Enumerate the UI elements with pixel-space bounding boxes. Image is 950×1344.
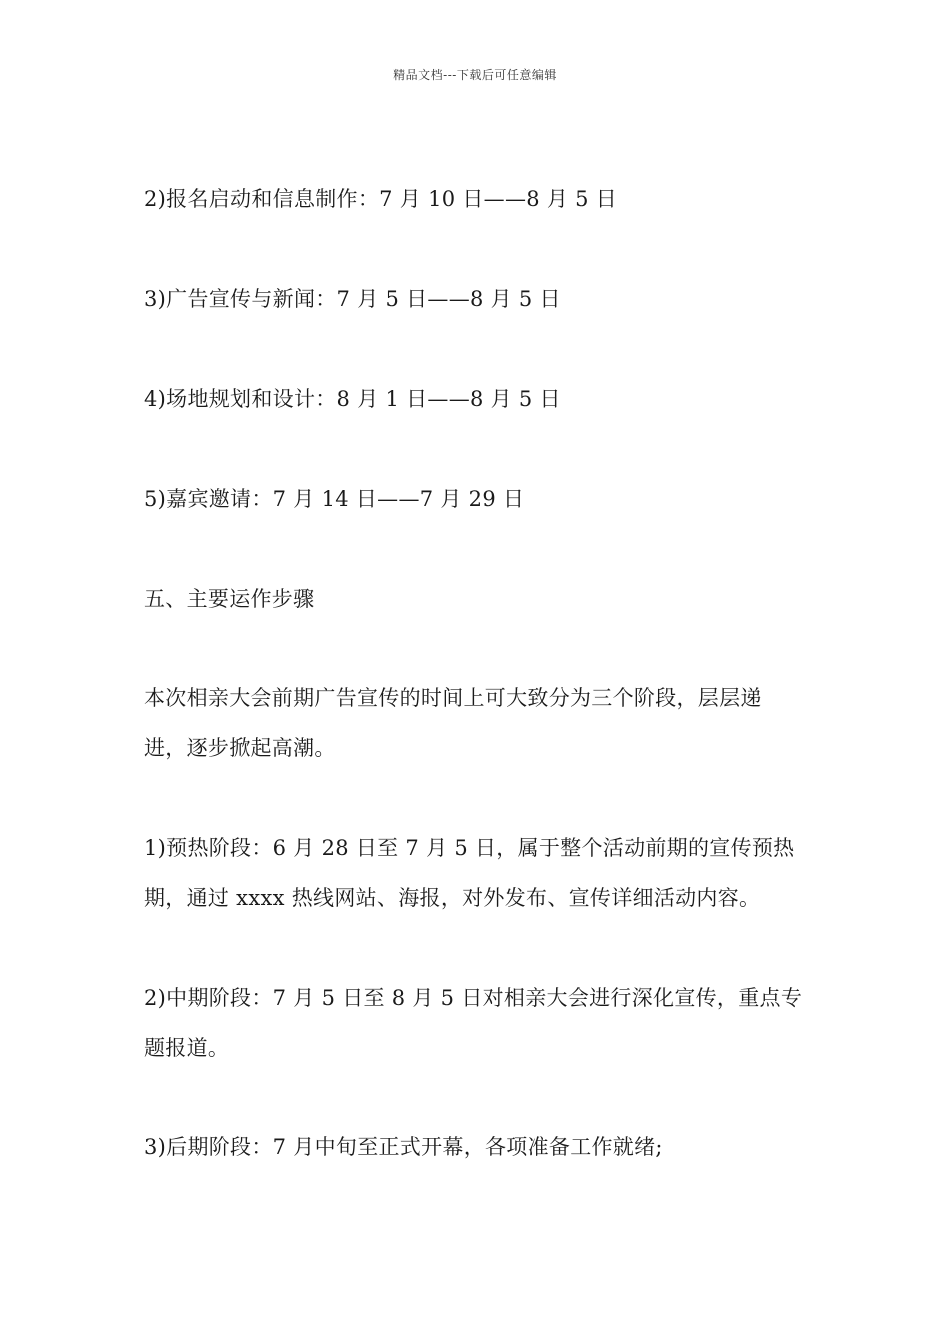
- phase-1-line-1: 1)预热阶段：6 月 28 日至 7 月 5 日，属于整个活动前期的宣传预热: [144, 836, 795, 860]
- phase-2-line-1: 2)中期阶段：7 月 5 日至 8 月 5 日对相亲大会进行深化宣传，重点专: [144, 986, 803, 1010]
- schedule-item-registration: 2)报名启动和信息制作：7 月 10 日——8 月 5 日: [144, 187, 618, 211]
- schedule-item-advertising: 3)广告宣传与新闻：7 月 5 日——8 月 5 日: [144, 287, 561, 311]
- intro-paragraph-line-1: 本次相亲大会前期广告宣传的时间上可大致分为三个阶段，层层递: [144, 686, 762, 710]
- phase-1-line-2: 期，通过 xxxx 热线网站、海报，对外发布、宣传详细活动内容。: [144, 886, 761, 910]
- intro-paragraph-line-2: 进，逐步掀起高潮。: [144, 736, 336, 760]
- section-heading: 五、主要运作步骤: [144, 587, 315, 611]
- schedule-item-guests: 5)嘉宾邀请：7 月 14 日——7 月 29 日: [144, 487, 525, 511]
- phase-3-line-1: 3)后期阶段：7 月中旬至正式开幕，各项准备工作就绪;: [144, 1135, 663, 1159]
- page-header: 精品文档---下载后可任意编辑: [393, 68, 557, 82]
- phase-2-line-2: 题报道。: [144, 1036, 230, 1060]
- schedule-item-venue: 4)场地规划和设计：8 月 1 日——8 月 5 日: [144, 387, 561, 411]
